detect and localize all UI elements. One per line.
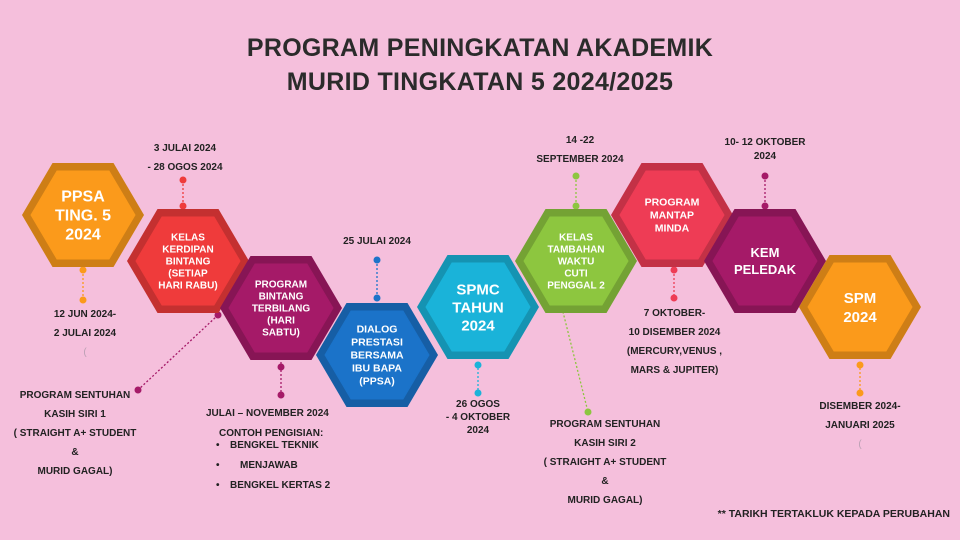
hex-bintang-terbilang-label: BINTANG bbox=[258, 291, 304, 303]
hex-dialog-label: DIALOG bbox=[356, 323, 398, 336]
hex-kelas-kerdipan-label: HARI RABU) bbox=[158, 280, 218, 292]
dot-dialog-end bbox=[374, 295, 381, 302]
title-line-2: MURID TINGKATAN 5 2024/2025 bbox=[286, 68, 674, 96]
contoh-item-cont: • MENJAWAB bbox=[230, 456, 330, 476]
hex-kelas-tambahan-label: WAKTU bbox=[557, 256, 595, 268]
dot-spmc bbox=[475, 362, 482, 369]
hex-spm-label: SPM bbox=[843, 289, 877, 307]
hex-kelas-kerdipan-label: KERDIPAN bbox=[162, 244, 214, 256]
hex-kelas-tambahan-label: TAMBAHAN bbox=[547, 244, 605, 256]
date-mantap: 7 OKTOBER- 10 DISEMBER 2024 (MERCURY,VENUS , MARS & JUPITER) bbox=[626, 308, 723, 376]
hex-spmc-label: 2024 bbox=[461, 317, 495, 335]
hex-bintang-terbilang-label: PROGRAM bbox=[254, 279, 308, 291]
date-kem: 10- 12 OKTOBER 2024 bbox=[724, 137, 806, 162]
hex-dialog-label: PRESTASI bbox=[351, 336, 403, 349]
date-spmc: 26 OGOS - 4 OKTOBER 2024 bbox=[445, 399, 511, 436]
hex-kelas-tambahan-label: KELAS bbox=[559, 232, 593, 244]
dot-bintang bbox=[278, 364, 285, 371]
dot-ppsa bbox=[80, 267, 87, 274]
connector-sentuhan1 bbox=[138, 315, 218, 390]
contoh-item: • BENGKEL TEKNIK bbox=[230, 436, 330, 456]
sentuhan-1: PROGRAM SENTUHAN KASIH SIRI 1 ( STRAIGHT A+ STUDENT & MURID GAGAL) bbox=[13, 390, 137, 477]
connector-sentuhan2 bbox=[560, 300, 588, 412]
hex-dialog-label: (PPSA) bbox=[359, 375, 395, 388]
dot-spm-end bbox=[857, 390, 864, 397]
hex-kelas-tambahan-label: CUTI bbox=[564, 268, 588, 280]
date-kerdipan: 3 JULAI 2024 - 28 OGOS 2024 bbox=[147, 143, 223, 173]
hex-dialog-label: BERSAMA bbox=[350, 349, 404, 362]
dot-kerdipan bbox=[180, 177, 187, 184]
hex-kelas-kerdipan-label: (SETIAP bbox=[168, 268, 208, 280]
dot-ppsa-end bbox=[80, 297, 87, 304]
hex-bintang-terbilang-label: TERBILANG bbox=[251, 303, 311, 315]
dot-kerdipan-end bbox=[180, 203, 187, 210]
dot-tambahan bbox=[573, 173, 580, 180]
hex-ppsa bbox=[22, 163, 144, 267]
hex-bintang-terbilang-label: (HARI bbox=[267, 315, 295, 327]
hex-kem-peledak-label: KEM bbox=[750, 245, 780, 261]
hex-kem-peledak-label: PELEDAK bbox=[733, 262, 797, 278]
dot-spmc-end bbox=[475, 390, 482, 397]
hex-kelas-tambahan-label: PENGGAL 2 bbox=[547, 280, 605, 292]
hex-spm-label: 2024 bbox=[843, 308, 877, 326]
dot-spm bbox=[857, 362, 864, 369]
note: ** TARIKH TERTAKLUK KEPADA PERUBAHAN bbox=[717, 508, 950, 520]
dot-mantap bbox=[671, 267, 678, 274]
dot-dialog bbox=[374, 257, 381, 264]
contoh-item: • BENGKEL KERTAS 2 bbox=[230, 476, 330, 496]
dot-bintang-end bbox=[278, 392, 285, 399]
hex-kelas-kerdipan-label: KELAS bbox=[171, 232, 205, 244]
hex-ppsa-label: PPSA bbox=[61, 188, 105, 206]
hex-spmc-label: TAHUN bbox=[452, 299, 504, 317]
hex-dialog-label: IBU BAPA bbox=[352, 362, 402, 375]
hex-mantap-minda-label: MANTAP bbox=[649, 209, 695, 222]
contoh-list bbox=[190, 436, 330, 496]
dot-tambahan-end bbox=[573, 203, 580, 210]
hex-bintang-terbilang-label: SABTU) bbox=[262, 327, 300, 339]
hex-kelas-kerdipan-label: BINTANG bbox=[165, 256, 211, 268]
date-ppsa: 12 JUN 2024- 2 JULAI 2024 ( bbox=[53, 309, 117, 358]
title-line-1: PROGRAM PENINGKATAN AKADEMIK bbox=[246, 34, 714, 62]
hex-mantap-minda-label: MINDA bbox=[654, 222, 690, 235]
dot-kem-end bbox=[762, 203, 769, 210]
date-tambahan: 14 -22 SEPTEMBER 2024 bbox=[536, 135, 624, 165]
dot-kem bbox=[762, 173, 769, 180]
dot-mantap-end bbox=[671, 295, 678, 302]
sentuhan-2: PROGRAM SENTUHAN KASIH SIRI 2 ( STRAIGHT A+ STUDENT & MURID GAGAL) bbox=[543, 419, 667, 506]
date-dialog: 25 JULAI 2024 bbox=[343, 236, 411, 247]
hex-ppsa-label: TING. 5 bbox=[54, 207, 112, 225]
date-bintang: JULAI – NOVEMBER 2024 bbox=[206, 408, 329, 419]
date-spm: DISEMBER 2024- JANUARI 2025 ( bbox=[819, 401, 901, 450]
hex-mantap-minda-label: PROGRAM bbox=[644, 196, 700, 209]
hex-spmc-label: SPMC bbox=[456, 281, 500, 299]
contoh-heading: CONTOH PENGISIAN: bbox=[219, 428, 324, 439]
hex-ppsa-label: 2024 bbox=[65, 226, 101, 244]
